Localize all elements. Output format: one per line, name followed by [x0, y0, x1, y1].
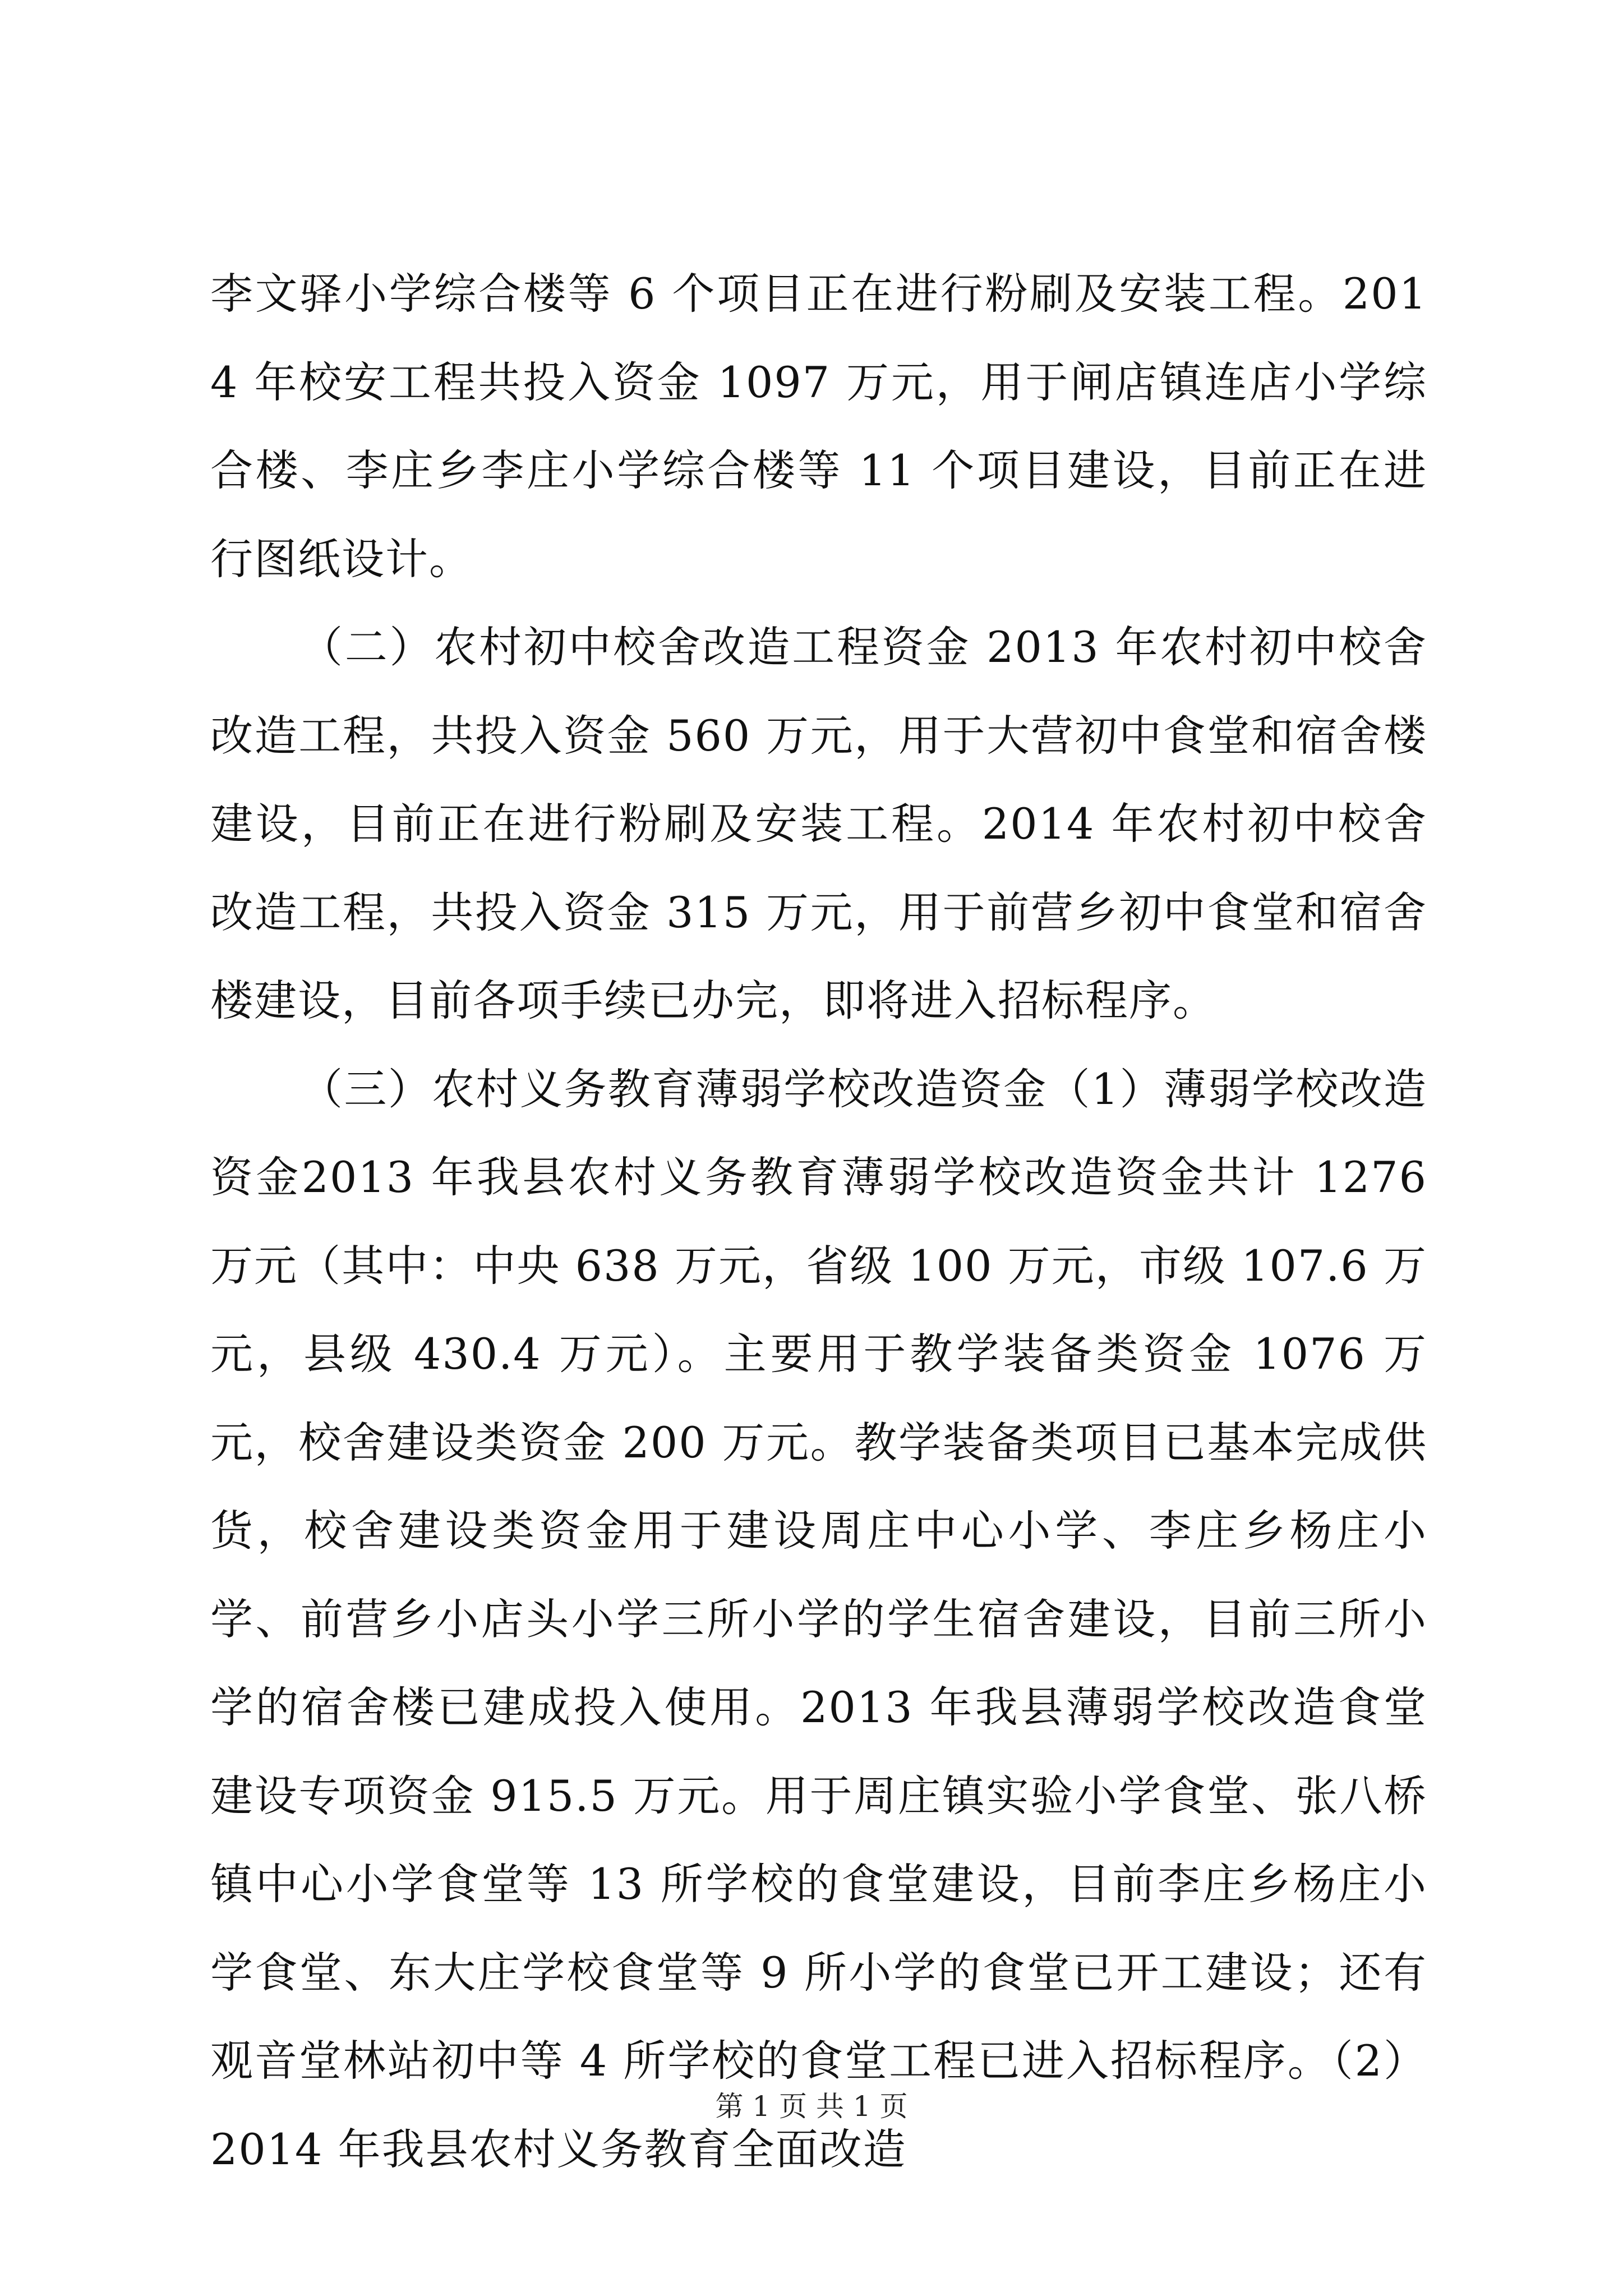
page-number-label: 第 1 页 共 1 页	[715, 2090, 908, 2123]
paragraph-3: （三）农村义务教育薄弱学校改造资金（1）薄弱学校改造资金2013 年我县农村义务教育薄弱学校改造资金共计 1276 万元（其中：中央 638 万元，省级 100 万元，市级 107.6 万元，县级 430.4 万元）。主要用于教学装备类资金 1076 万元，校舍建设类资金 200 万元。教学装备类项目已基本完成供货，校舍建设类资金用于建设周庄中心小学、李庄乡杨庄小学、前营乡小店头小学三所小学的学生宿舍建设，目前三所小学的宿舍楼已建成投入使用。2013 年我县薄弱学校改造食堂建设专项资金 915.5 万元。用于周庄镇实验小学食堂、张八桥镇中心小学食堂等 13 所学校的食堂建设，目前李庄乡杨庄小学食堂、东大庄学校食堂等 9 所小学的食堂已开工建设；还有观音堂林站初中等 4 所学校的食堂工程已进入招标程序。（2）2014 年我县农村义务教育全面改造	[210, 1064, 1427, 2174]
paragraph-1: 李文驿小学综合楼等 6 个项目正在进行粉刷及安装工程。2014 年校安工程共投入资金 1097 万元，用于闸店镇连店小学综合楼、李庄乡李庄小学综合楼等 11 个项目建设，目前正在进行图纸设计。	[210, 269, 1427, 584]
document-body	[210, 250, 1427, 2193]
page-footer	[0, 2090, 1623, 2123]
paragraph-2: （二）农村初中校舍改造工程资金 2013 年农村初中校舍改造工程，共投入资金 560 万元，用于大营初中食堂和宿舍楼建设，目前正在进行粉刷及安装工程。2014 年农村初中校舍改造工程，共投入资金 315 万元，用于前营乡初中食堂和宿舍楼建设，目前各项手续已办完，即将进入招标程序。	[210, 622, 1427, 1025]
